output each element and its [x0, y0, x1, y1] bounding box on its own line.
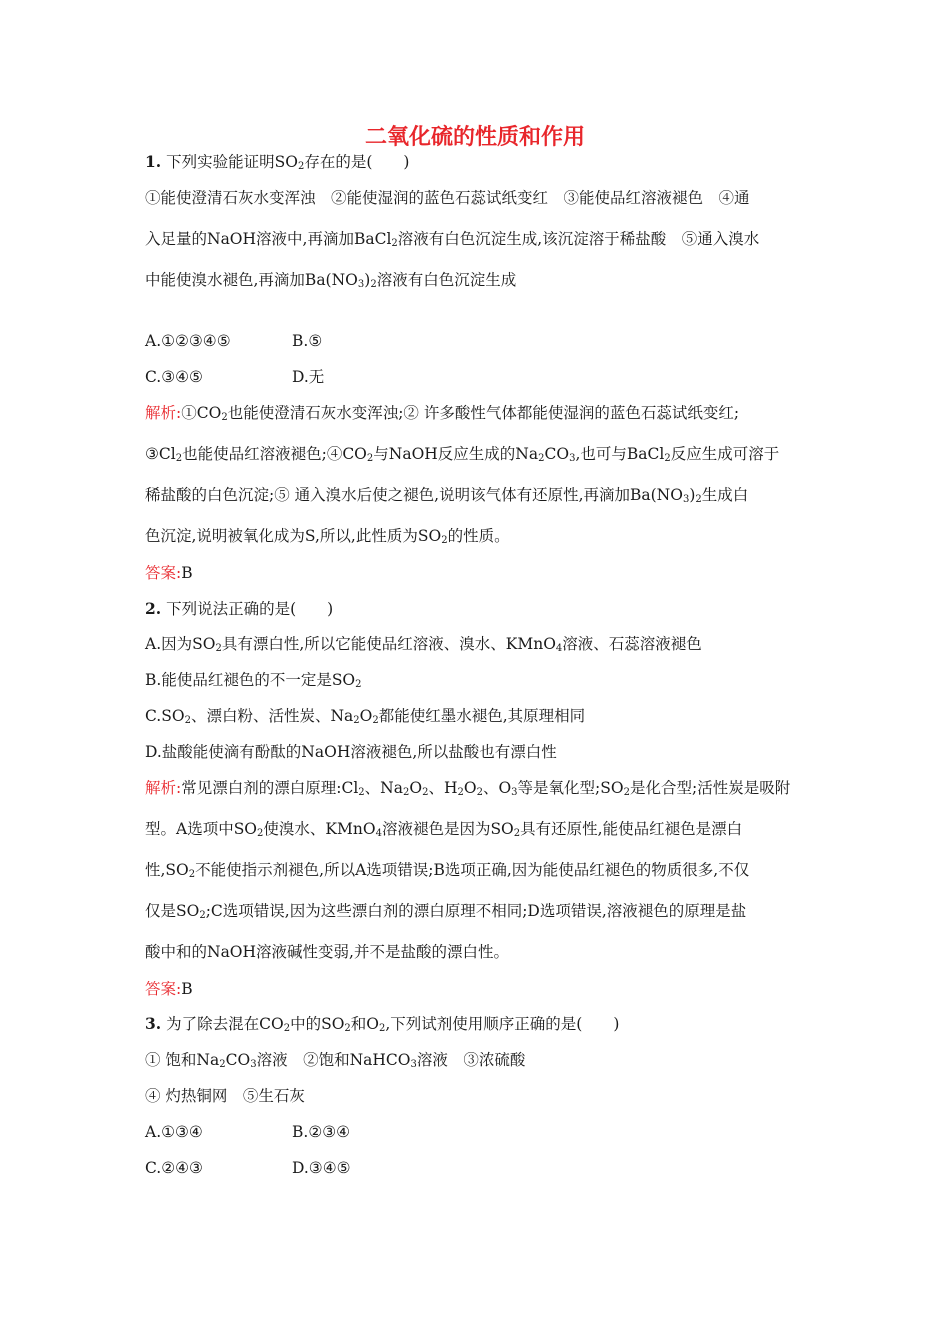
q3-number: 3. [145, 1014, 162, 1033]
q3-items-line-2: ④ 灼热铜网 ⑤生石灰 [145, 1087, 305, 1105]
q1-analysis-label: 解析: [145, 404, 182, 422]
q1-analysis-line-3: 稀盐酸的白色沉淀;⑤ 通入溴水后使之褪色,说明该气体有还原性,再滴加$Ba(NO_3)_2$生成白 [145, 486, 749, 505]
q2-analysis-line-3: 性$,SO_2$不能使指示剂褪色,所以A选项错误;B选项正确,因为能使品红褪色的物质很多,不仅 [145, 861, 750, 880]
q2-option-b: B.能使品红褪色的不一定是$SO_2$ [145, 671, 362, 690]
q1-analysis-line-1: 解析$:①CO_2$也能使澄清石灰水变浑浊;② 许多酸性气体都能使湿润的蓝色石蕊试纸变红; [145, 404, 740, 423]
q3-items-line-1: ① 饱和$Na_2CO_3$溶液 ②饱和NaHCO$_3$溶液 ③浓硫酸 [145, 1051, 526, 1070]
q2-stem [145, 599, 333, 619]
q1-line-1: ①能使澄清石灰水变浑浊 ②能使湿润的蓝色石蕊试纸变红 ③能使品红溶液褪色 ④通 [145, 189, 750, 207]
q2-answer-value: B [181, 980, 193, 998]
q2-analysis-line-5: 酸中和的NaOH溶液碱性变弱,并不是盐酸的漂白性。 [145, 943, 509, 961]
q1-answer-label: 答案: [145, 564, 182, 582]
q1-analysis-line-4: 色沉淀,说明被氧化成为S,所以,此性质为$SO_2$的性质。 [145, 527, 510, 546]
q1-option-a: A.①②③④⑤ [145, 332, 231, 350]
q1-answer-value: B [181, 564, 193, 582]
q2-option-c: $C.SO_2$、漂白粉、活性炭、$Na_2O_2$都能使红墨水褪色,其原理相同 [145, 707, 586, 726]
q2-analysis-label: 解析: [145, 779, 182, 797]
q3-option-b: B.②③④ [292, 1123, 351, 1141]
q1-line-3: 中能使溴水褪色,再滴加$Ba(NO_3)_2$溶液有白色沉淀生成 [145, 271, 517, 290]
q1-option-d: D.无 [292, 368, 325, 386]
q1-option-b: B.⑤ [292, 332, 323, 350]
page-title: 二氧化硫的性质和作用 [364, 125, 585, 150]
q2-option-d: D.盐酸能使滴有酚酞的NaOH溶液褪色,所以盐酸也有漂白性 [145, 743, 557, 761]
q2-analysis-line-1: 解析:常见漂白剂的漂白原理$:Cl_2$、$Na_2O_2$、$H_2O_2$、$O_3$等是氧化型$;SO_2$是化合型;活性炭是吸附 [145, 779, 791, 798]
q1-number: 1. [145, 152, 162, 171]
q1-options-row-1 [145, 331, 231, 351]
q1-stem: 1. 下列实验能证明$SO_2$存在的是( ) [145, 152, 410, 172]
q2-stem-text: 下列说法正确的是( ) [166, 600, 334, 618]
q1-analysis-line-2: $③Cl_2$也能使品红溶液褪色$;④CO_2$与NaOH反应生成的$Na_2CO_3$,也可与BaCl$_2$反应生成可溶于 [145, 445, 780, 464]
q3-stem: 3. 为了除去混在$CO_2$中的$SO_2$和$O_2$,下列试剂使用顺序正确的是( ) [145, 1014, 620, 1034]
q3-option-d: D.③④⑤ [292, 1159, 351, 1177]
q2-analysis-line-4: 仅是$SO_2;C$选项错误,因为这些漂白剂的漂白原理不相同;D选项错误,溶液褪色的原理是盐 [145, 902, 747, 921]
q3-option-a: A.①③④ [145, 1123, 203, 1141]
q2-answer [145, 979, 193, 999]
q2-number: 2. [145, 599, 162, 618]
q1-stem-text: 下列实验能证明SO [166, 153, 298, 171]
q1-answer [145, 563, 193, 583]
q1-line-2: 入足量的NaOH溶液中,再滴加BaCl$_2$溶液有白色沉淀生成,该沉淀溶于稀盐酸 ⑤通入溴水 [145, 230, 760, 249]
q1-option-c: C.③④⑤ [145, 368, 203, 386]
q2-option-a: A.因为$SO_2$具有漂白性,所以它能使品红溶液、溴水、KMnO$_4$溶液、石蕊溶液褪色 [145, 635, 702, 654]
q2-answer-label: 答案: [145, 980, 182, 998]
q3-option-c: C.②④③ [145, 1159, 203, 1177]
q2-analysis-line-2: 型。A选项中$SO_2$使溴水、KMnO$_4$溶液褪色是因为$SO_2$具有还原性,能使品红褪色是漂白 [145, 820, 743, 839]
